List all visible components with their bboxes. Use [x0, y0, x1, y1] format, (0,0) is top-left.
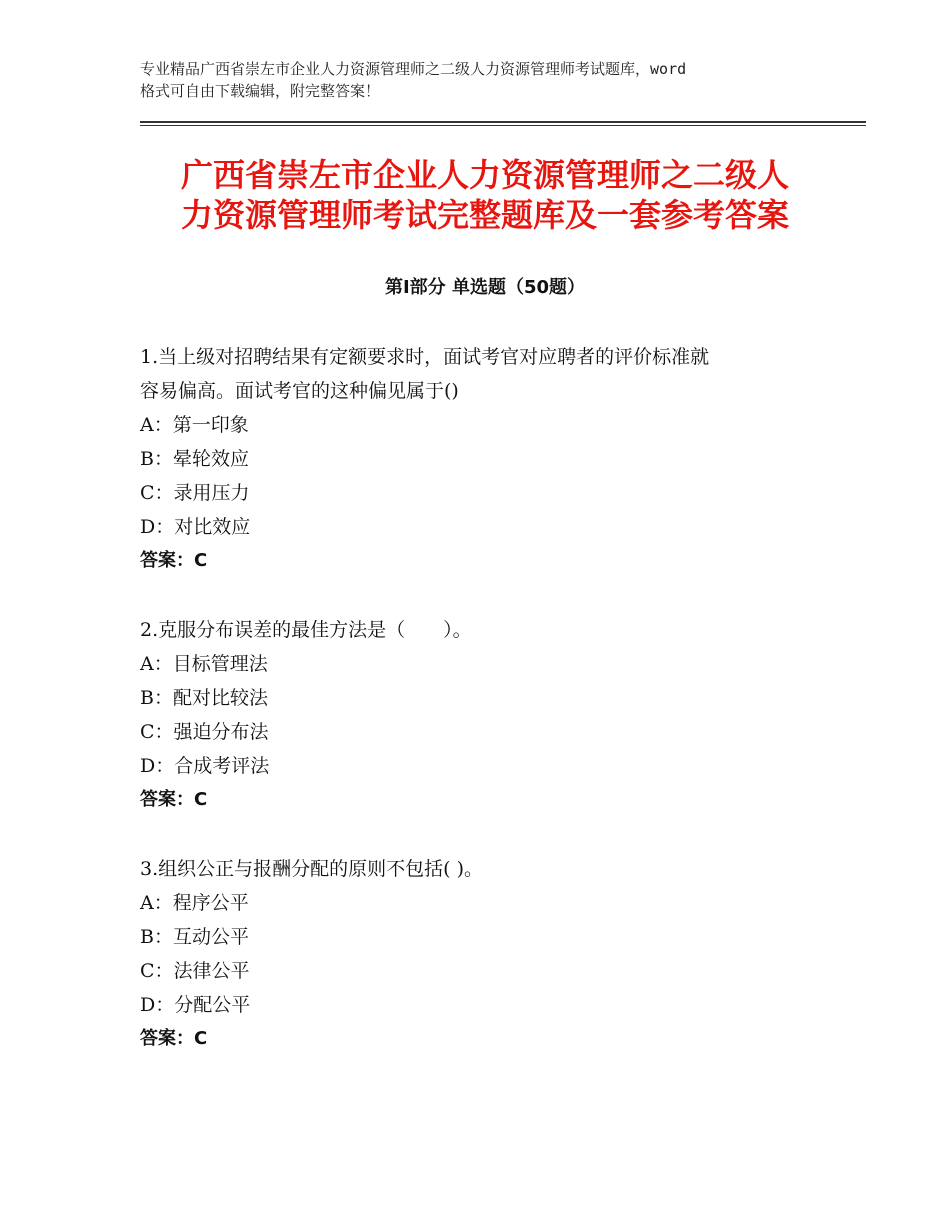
header-note-line-1: 专业精品广西省崇左市企业人力资源管理师之二级人力资源管理师考试题库，word [140, 60, 687, 78]
option-d: D：合成考评法 [140, 755, 270, 777]
option-a: A：程序公平 [140, 892, 249, 914]
document-title [140, 155, 830, 235]
option-d: D：对比效应 [140, 516, 251, 538]
question-3 [140, 852, 820, 1056]
option-c: C：法律公平 [140, 960, 250, 982]
answer: 答案：C [140, 550, 208, 571]
header-divider-thin [140, 125, 866, 126]
question-stem-line-1: 1.当上级对招聘结果有定额要求时，面试考官对应聘者的评价标准就 [140, 346, 710, 368]
option-b: B：晕轮效应 [140, 448, 249, 470]
option-c: C：强迫分布法 [140, 721, 269, 743]
question-stem-line-2: 容易偏高。面试考官的这种偏见属于() [140, 380, 459, 402]
header-note [140, 58, 840, 102]
question-stem-line-1: 2.克服分布误差的最佳方法是（ ）。 [140, 619, 472, 641]
option-b: B：配对比较法 [140, 687, 268, 709]
option-d: D：分配公平 [140, 994, 251, 1016]
question-2 [140, 613, 820, 817]
option-b: B：互动公平 [140, 926, 249, 948]
document-title-line-2: 力资源管理师考试完整题库及一套参考答案 [180, 196, 789, 234]
document-title-line-1: 广西省崇左市企业人力资源管理师之二级人 [180, 156, 789, 194]
question-stem-line-1: 3.组织公正与报酬分配的原则不包括( )。 [140, 858, 483, 880]
option-a: A：第一印象 [140, 414, 249, 436]
option-a: A：目标管理法 [140, 653, 268, 675]
header-note-line-2: 格式可自由下载编辑，附完整答案！ [140, 82, 381, 100]
answer: 答案：C [140, 1028, 208, 1049]
question-1 [140, 340, 820, 578]
section-heading: 第Ⅰ部分 单选题（50题） [384, 277, 585, 298]
answer: 答案：C [140, 789, 208, 810]
option-c: C：录用压力 [140, 482, 250, 504]
header-divider-thick [140, 121, 866, 123]
